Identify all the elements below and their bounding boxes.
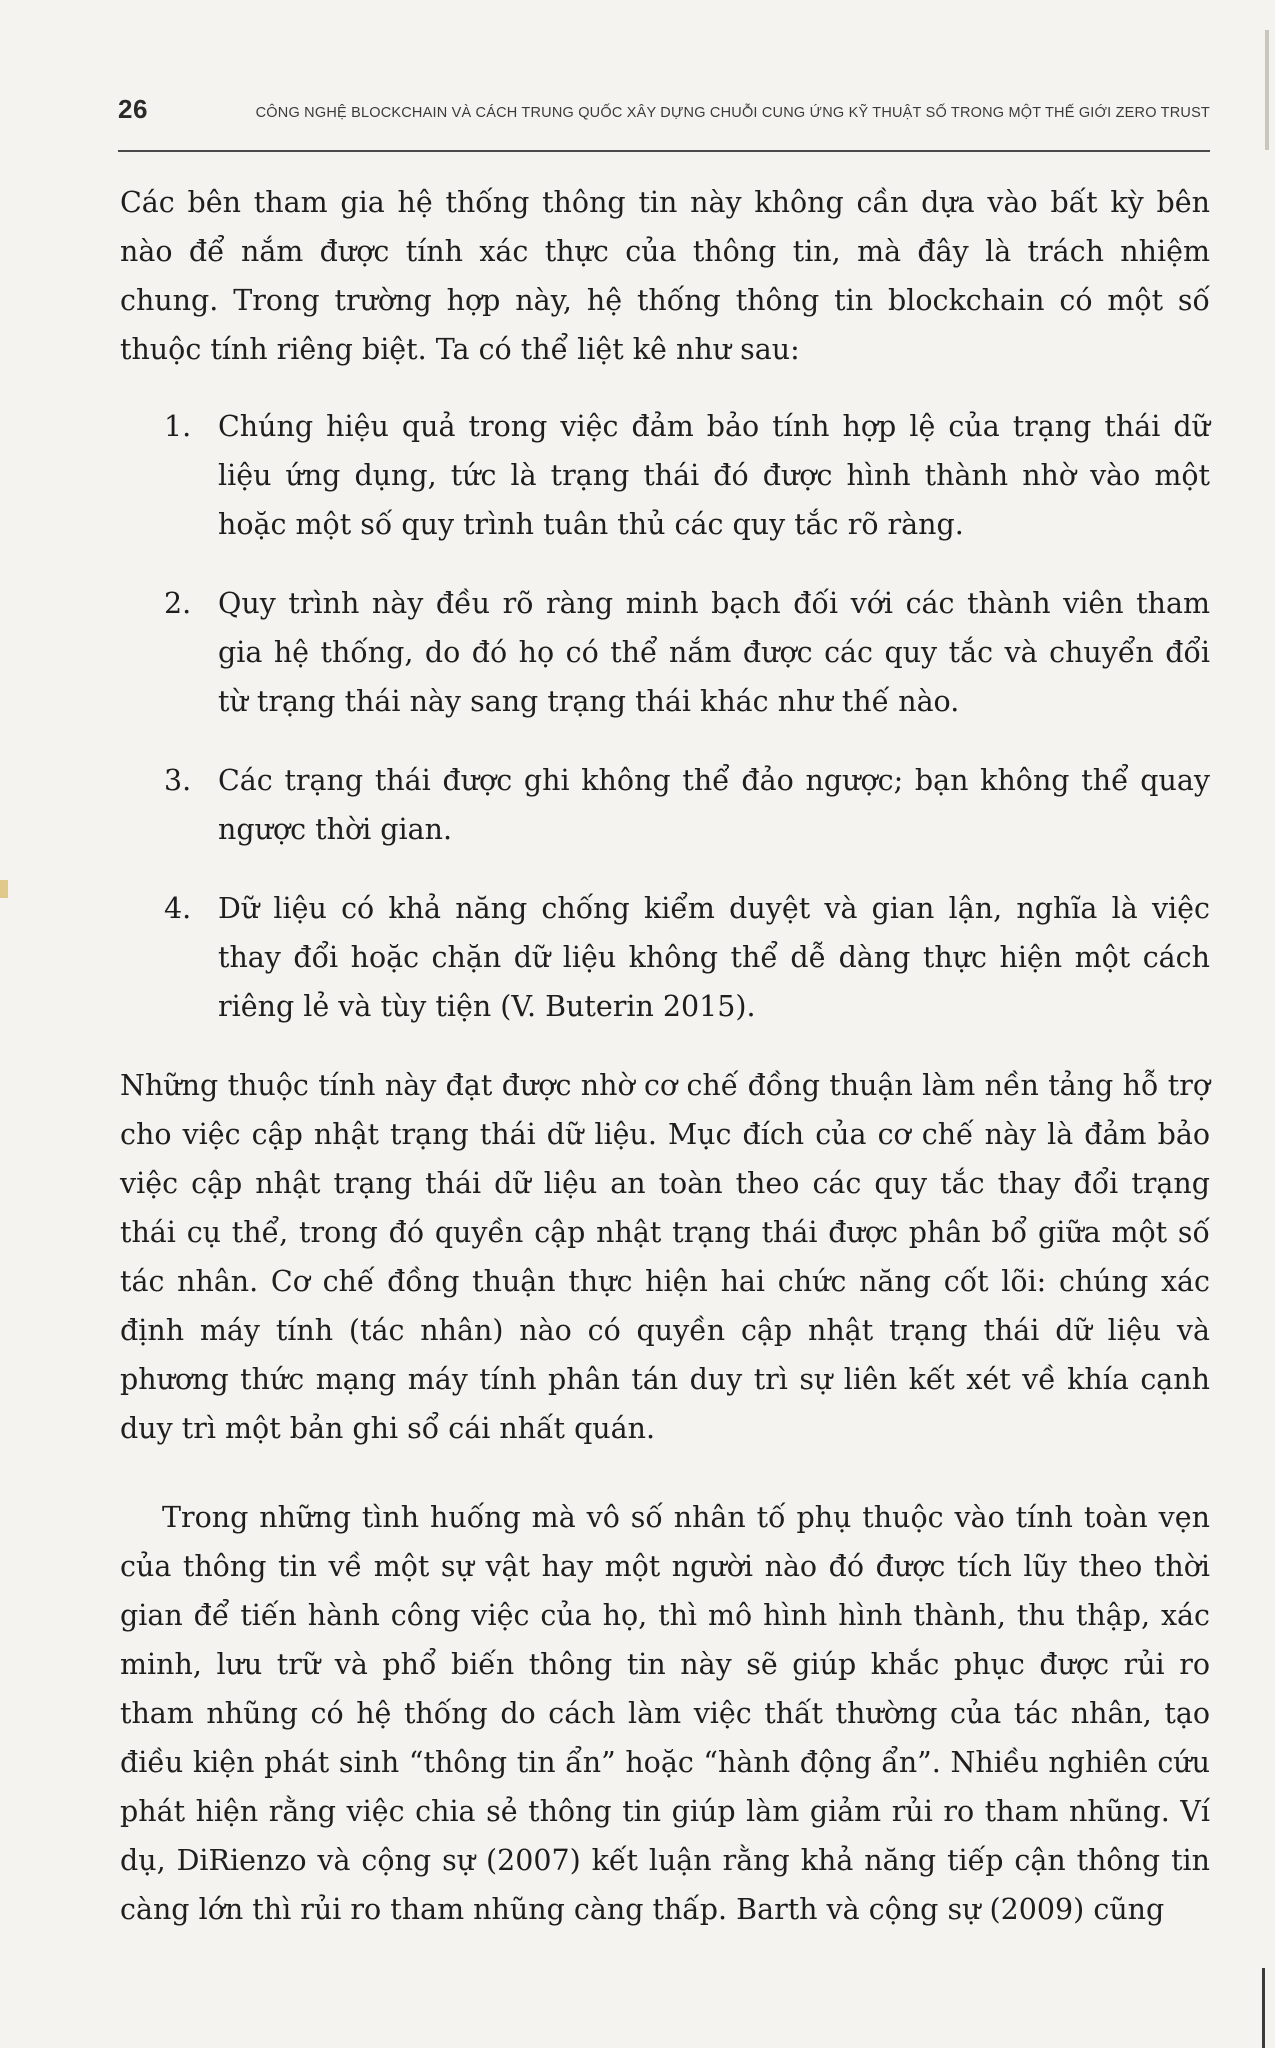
running-title: CÔNG NGHỆ BLOCKCHAIN VÀ CÁCH TRUNG QUỐC XÂY DỰNG CHUỖI CUNG ỨNG KỸ THUẬT SỐ TRONG MỘT THẾ GIỚI ZERO TRUST	[255, 105, 1210, 121]
list-item-number: 1.	[164, 410, 192, 443]
attribute-list	[120, 402, 1210, 1031]
list-item-text: Dữ liệu có khả năng chống kiểm duyệt và gian lận, nghĩa là việc thay đổi hoặc chặn dữ liệu không thể dễ dàng thực hiện một cách riêng lẻ và tùy tiện (V. Buterin 2015).	[218, 892, 1210, 1023]
consensus-paragraph: Những thuộc tính này đạt được nhờ cơ chế đồng thuận làm nền tảng hỗ trợ cho việc cập nhật trạng thái dữ liệu. Mục đích của cơ chế này là đảm bảo việc cập nhật trạng thái dữ liệu an toàn theo các quy tắc thay đổi trạng thái cụ thể, trong đó quyền cập nhật trạng thái được phân bổ giữa một số tác nhân. Cơ chế đồng thuận thực hiện hai chức năng cốt lõi: chúng xác định máy tính (tác nhân) nào có quyền cập nhật trạng thái dữ liệu và phương thức mạng máy tính phân tán duy trì sự liên kết xét về khía cạnh duy trì một bản ghi sổ cái nhất quán.	[120, 1069, 1210, 1445]
information-paragraph: Trong những tình huống mà vô số nhân tố phụ thuộc vào tính toàn vẹn của thông tin về một sự vật hay một người nào đó được tích lũy theo thời gian để tiến hành công việc của họ, thì mô hình hình thành, thu thập, xác minh, lưu trữ và phổ biến thông tin này sẽ giúp khắc phục được rủi ro tham nhũng có hệ thống do cách làm việc thất thường của tác nhân, tạo điều kiện phát sinh “thông tin ẩn” hoặc “hành động ẩn”. Nhiều nghiên cứu phát hiện rằng việc chia sẻ thông tin giúp làm giảm rủi ro tham nhũng. Ví dụ, DiRienzo và cộng sự (2007) kết luận rằng khả năng tiếp cận thông tin càng lớn thì rủi ro tham nhũng càng thấp. Barth và cộng sự (2009) cũng	[120, 1501, 1210, 1926]
page-edge-binding	[1262, 1968, 1265, 2048]
list-item	[120, 756, 1210, 854]
page-body	[120, 178, 1210, 1934]
list-item-number: 2.	[164, 587, 192, 620]
list-item-number: 4.	[164, 892, 192, 925]
list-item	[120, 579, 1210, 726]
list-item-number: 3.	[164, 764, 192, 797]
page-edge-stain	[0, 880, 8, 898]
list-item-text: Các trạng thái được ghi không thể đảo ngược; bạn không thể quay ngược thời gian.	[218, 764, 1210, 846]
list-item	[120, 884, 1210, 1031]
page-edge-shadow	[1265, 30, 1269, 150]
header-divider	[118, 150, 1210, 152]
list-item-text: Chúng hiệu quả trong việc đảm bảo tính hợp lệ của trạng thái dữ liệu ứng dụng, tức là trạng thái đó được hình thành nhờ vào một hoặc một số quy trình tuân thủ các quy tắc rõ ràng.	[218, 410, 1210, 541]
page-header	[118, 92, 1210, 136]
intro-paragraph: Các bên tham gia hệ thống thông tin này không cần dựa vào bất kỳ bên nào để nắm được tính xác thực của thông tin, mà đây là trách nhiệm chung. Trong trường hợp này, hệ thống thông tin blockchain có một số thuộc tính riêng biệt. Ta có thể liệt kê như sau:	[120, 186, 1210, 366]
list-item-text: Quy trình này đều rõ ràng minh bạch đối với các thành viên tham gia hệ thống, do đó họ có thể nắm được các quy tắc và chuyển đổi từ trạng thái này sang trạng thái khác như thế nào.	[218, 587, 1210, 718]
list-item	[120, 402, 1210, 549]
page-number: 26	[118, 94, 148, 124]
